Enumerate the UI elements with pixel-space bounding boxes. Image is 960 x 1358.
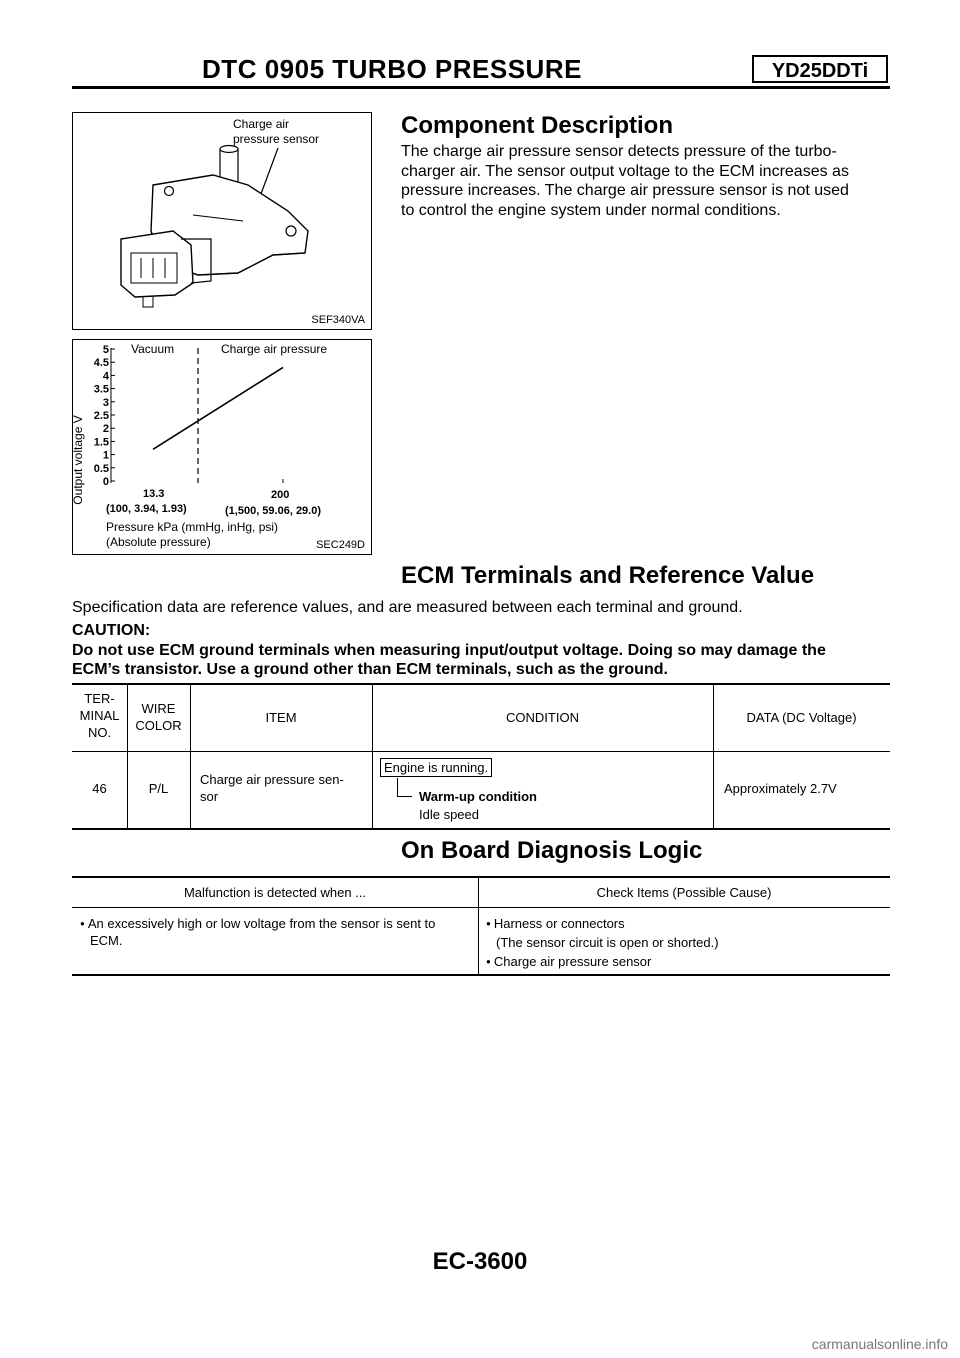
engine-code-badge: YD25DDTi [752, 55, 888, 83]
figure-code: SEC249D [316, 539, 365, 551]
caution-line: Do not use ECM ground terminals when measuring input/output voltage. Doing so may damage the [72, 641, 826, 659]
x-tick1-label: 13.3 [143, 488, 165, 500]
caution-line: ECM’s transistor. Use a ground other than ECM terminals, such as the ground. [72, 661, 668, 678]
y-axis-label: Output voltage V [71, 415, 85, 505]
voltage-chart [73, 340, 371, 554]
y-tick-label: 3.5 [93, 383, 109, 396]
header-data: DATA (DC Voltage) [746, 710, 857, 725]
component-description-title: Component Description [401, 112, 674, 139]
condition-warmup: Warm-up condition [419, 789, 537, 804]
header-terminal: TER- MINAL NO. [79, 691, 120, 740]
terminal-number: 46 [92, 781, 107, 796]
voltage-graph-figure [72, 339, 372, 555]
caution-heading: CAUTION: [72, 622, 151, 639]
item-cell: Charge air pressure sen- sor [200, 772, 344, 804]
header-condition: CONDITION [506, 710, 579, 725]
x-axis-label-2: (Absolute pressure) [106, 535, 211, 549]
sensor-drawing [73, 113, 371, 329]
obd-malfunction: ● An excessively high or low voltage from the sensor is sent to ECM. [80, 915, 474, 949]
ecm-terminals-title: ECM Terminals and Reference Value [401, 562, 815, 589]
callout-line2: pressure sensor [233, 132, 320, 146]
condition-bracket [397, 778, 412, 797]
watermark: carmanualsonline.info [811, 1336, 948, 1352]
y-tick-label: 0 [102, 476, 109, 488]
text-line: to control the engine system under normal conditions. [401, 201, 781, 219]
condition-idle: Idle speed [419, 807, 479, 822]
y-tick-label: 0.5 [93, 462, 109, 475]
text-line: The charge air pressure sensor detects pressure of the turbo- [401, 143, 837, 160]
page-number: EC-3600 [432, 1248, 528, 1275]
header-wire-color: WIRE COLOR [135, 701, 182, 733]
y-tick-label: 2.5 [93, 410, 109, 422]
output-voltage-line [153, 367, 283, 449]
header-rule [72, 86, 890, 89]
vacuum-label: Vacuum [131, 342, 175, 356]
y-tick-label: 3 [102, 396, 109, 409]
charge-air-label: Charge air pressure [221, 342, 328, 356]
component-description-text [401, 142, 901, 220]
sensor-illustration [72, 112, 372, 330]
y-tick-label: 1 [102, 449, 109, 462]
condition-box: Engine is running. [380, 758, 492, 777]
y-tick-label: 2 [102, 423, 109, 436]
wire-color: P/L [148, 781, 169, 796]
y-tick-label: 4.5 [93, 357, 109, 370]
obd-logic-title: On Board Diagnosis Logic [401, 837, 703, 864]
figure-code: SEF340VA [311, 314, 365, 326]
caution-block [72, 621, 892, 680]
y-tick-label: 1.5 [93, 436, 109, 449]
y-tick-label: 5 [102, 344, 109, 356]
x-tick1-sub: (100, 3.94, 1.93) [106, 503, 187, 515]
text-line: charger air. The sensor output voltage to the ECM increases as [401, 162, 849, 180]
obd-col1-header: Malfunction is detected when ... [183, 885, 367, 900]
x-axis-label-1: Pressure kPa (mmHg, inHg, psi) [106, 520, 279, 534]
spec-note: Specification data are reference values, and are measured between each terminal and ground. [72, 599, 743, 616]
obd-check-items: ● Harness or connectors (The sensor circuit is open or shorted.) ● Charge air pressure sensor [486, 915, 886, 970]
x-tick2-sub: (1,500, 59.06, 29.0) [225, 505, 322, 517]
callout-line1: Charge air [233, 117, 290, 131]
y-tick-label: 4 [102, 370, 109, 383]
data-value: Approximately 2.7V [724, 781, 837, 796]
page-header-title: DTC 0905 TURBO PRESSURE [202, 54, 582, 84]
x-tick2-label: 200 [271, 489, 290, 501]
header-item: ITEM [265, 710, 297, 725]
obd-col2-header: Check Items (Possible Cause) [596, 885, 772, 900]
text-line: pressure increases. The charge air pressure sensor is not used [401, 182, 849, 199]
